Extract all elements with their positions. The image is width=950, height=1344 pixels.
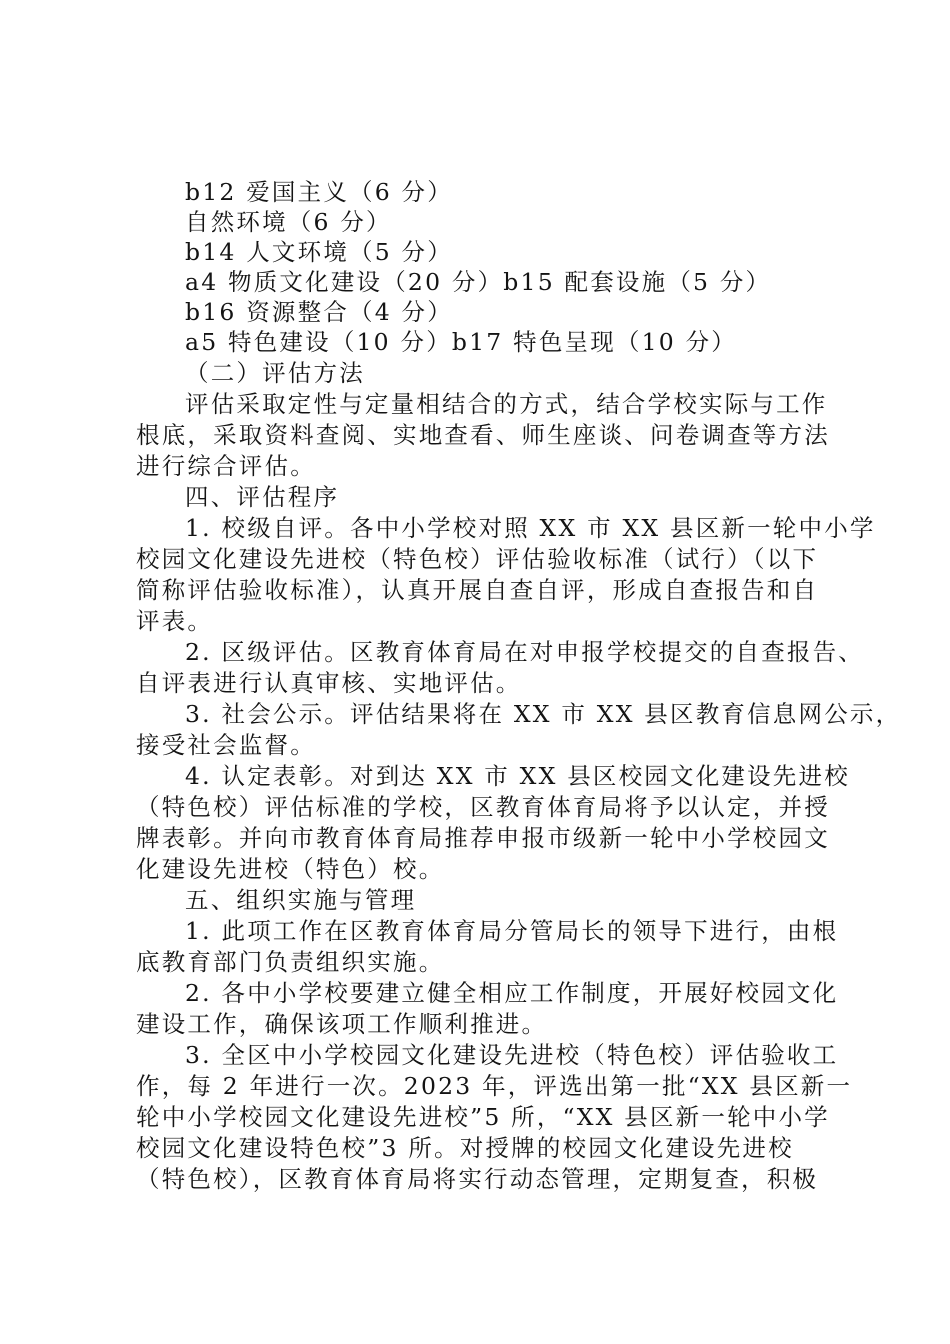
paragraph-line: 校园文化建设特色校”3 所。对授牌的校园文化建设先进校 [136, 1134, 794, 1162]
paragraph-line: （特色校）评估标准的学校，区教育体育局将予以认定，并授 [136, 793, 830, 821]
text-line: a4 物质文化建设（20 分）b15 配套设施（5 分） [185, 268, 772, 296]
paragraph-line: 简称评估验收标准），认真开展自查自评，形成自查报告和自 [136, 576, 819, 604]
text-line: a5 特色建设（10 分）b17 特色呈现（10 分） [185, 328, 737, 356]
paragraph-line: 建设工作，确保该项工作顺利推进。 [136, 1010, 548, 1038]
paragraph-line: 评估采取定性与定量相结合的方式，结合学校实际与工作 [185, 390, 828, 418]
text-line: b14 人文环境（5 分） [185, 238, 453, 266]
paragraph-line: 进行综合评估。 [136, 452, 316, 480]
paragraph-line: 根底，采取资料查阅、实地查看、师生座谈、问卷调查等方法 [136, 421, 830, 449]
text-line: 自然环境（6 分） [185, 208, 392, 236]
text-line: b16 资源整合（4 分） [185, 298, 453, 326]
text-line: b12 爱国主义（6 分） [185, 178, 453, 206]
section-heading: 五、组织实施与管理 [185, 886, 417, 914]
paragraph-line: 2. 区级评估。区教育体育局在对申报学校提交的自查报告、 [185, 638, 864, 666]
paragraph-line: 轮中小学校园文化建设先进校”5 所，“XX 县区新一轮中小学 [136, 1103, 830, 1131]
paragraph-line: 评表。 [136, 607, 214, 635]
paragraph-line: 2. 各中小学校要建立健全相应工作制度，开展好校园文化 [185, 979, 839, 1007]
paragraph-line: 4. 认定表彰。对到达 XX 市 XX 县区校园文化建设先进校 [185, 762, 850, 790]
paragraph-line: 底教育部门负责组织实施。 [136, 948, 445, 976]
paragraph-line: 校园文化建设先进校（特色校）评估验收标准（试行）（以下 [136, 545, 819, 573]
paragraph-line: 1. 校级自评。各中小学校对照 XX 市 XX 县区新一轮中小学 [185, 514, 876, 542]
paragraph-line: 3. 全区中小学校园文化建设先进校（特色校）评估验收工 [185, 1041, 839, 1069]
paragraph-line: 化建设先进校（特色）校。 [136, 855, 445, 883]
section-heading: 四、评估程序 [185, 483, 340, 511]
paragraph-line: 作，每 2 年进行一次。2023 年，评选出第一批“XX 县区新一 [136, 1072, 853, 1100]
paragraph-line: 3. 社会公示。评估结果将在 XX 市 XX 县区教育信息网公示， [185, 700, 902, 728]
paragraph-line: 接受社会监督。 [136, 731, 316, 759]
section-heading: （二）评估方法 [185, 359, 365, 387]
paragraph-line: 牌表彰。并向市教育体育局推荐申报市级新一轮中小学校园文 [136, 824, 830, 852]
paragraph-line: 自评表进行认真审核、实地评估。 [136, 669, 522, 697]
paragraph-line: （特色校），区教育体育局将实行动态管理，定期复查，积极 [136, 1165, 819, 1193]
paragraph-line: 1. 此项工作在区教育体育局分管局长的领导下进行，由根 [185, 917, 839, 945]
